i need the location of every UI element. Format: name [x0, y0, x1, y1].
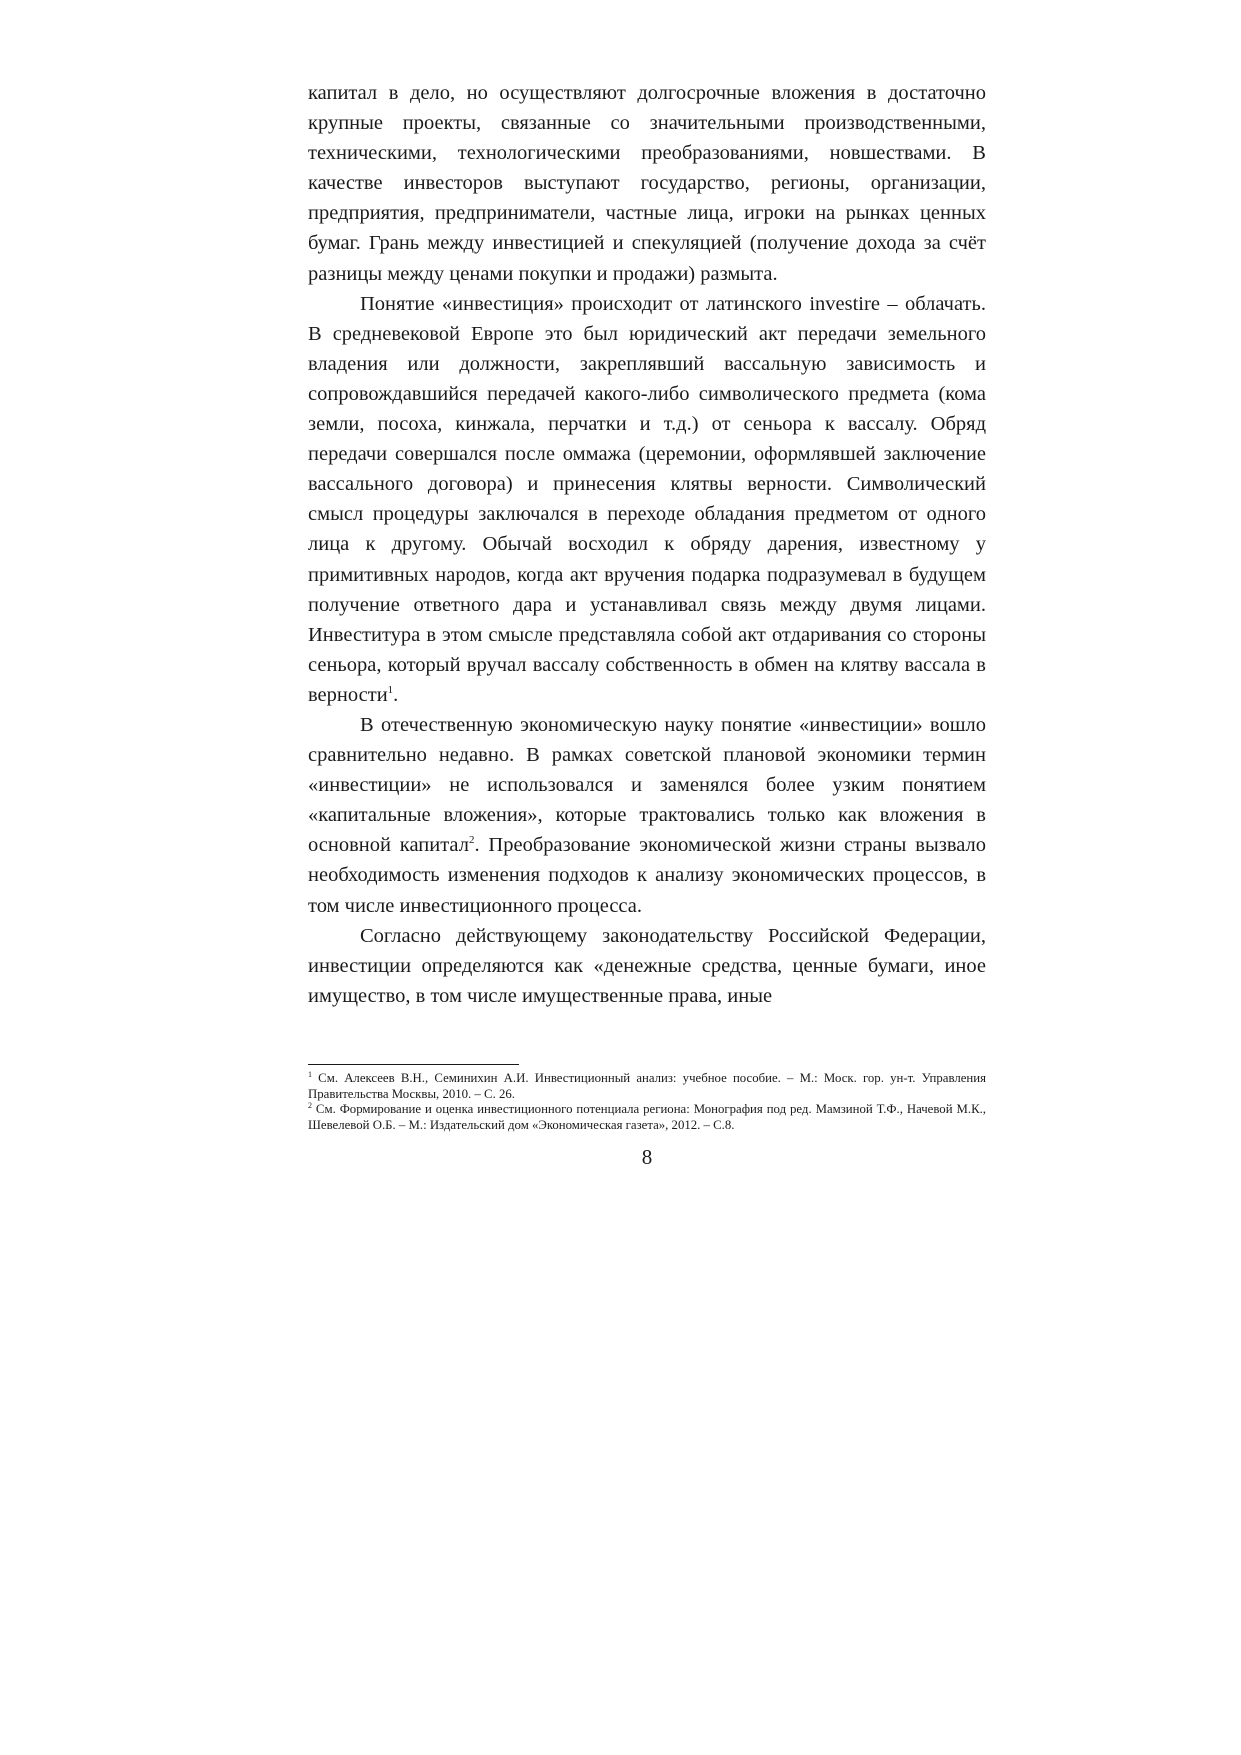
page-number: 8	[641, 1145, 653, 1169]
footnote-mark-1: 1	[308, 1070, 312, 1079]
footnote-text: См. Алексеев В.Н., Семинихин А.И. Инвестиционный анализ: учебное пособие. – М.: Моск. гор. ун-т. Управления Правительства Москвы, 2010. – С. 26.	[308, 1071, 986, 1101]
footnote-ref-2[interactable]: 2	[468, 834, 475, 847]
paragraph-domestic-science	[308, 710, 986, 921]
paragraph-legislation	[308, 921, 986, 1011]
footnote-mark-2: 2	[308, 1101, 312, 1111]
paragraph-text: В отечественную экономическую науку понятие «инвестиции» вошло сравнительно недавно. В рамках советской плановой экономики термин «инвестиции» не использовался и заменялся более узким понятием «капитальные вложения», которые трактовались только как вложения в основной капитал	[308, 713, 986, 857]
paragraph-text: Согласно действующему законодательству Российской Федерации, инвестиции определяются как «денежные средства, ценные бумаги, иное имущество, в том числе имущественные права, иные	[308, 924, 986, 1007]
footnotes	[308, 1071, 986, 1133]
paragraph-text-tail: . Преобразование экономической жизни страны вызвало необходимость изменения подходов к анализу экономических процессов, в том числе инвестиционного процесса.	[308, 834, 986, 917]
paragraph-text: Понятие «инвестиция» происходит от латинского investire – облачать. В средневековой Европе это был юридический акт передачи земельного владения или должности, закреплявший вассальную зависимость и сопровождавшийся передачей какого-либо символического предмета (кома земли, посоха, кинжала, перчатки и т.д.) от сеньора к вассалу. Обряд передачи совершался после оммажа (церемонии, оформлявшей заключение вассального договора) и принесения клятвы верности. Символический смысл процедуры заключался в переходе обладания предметом от одного лица к другому. Обычай восходил к обряду дарения, известному у примитивных народов, когда акт вручения подарка подразумевал в будущем получение ответного дара и устанавливал связь между двумя лицами. Инвеститура в этом смысле представляла собой акт отдаривания со стороны сеньора, который вручал вассалу собственность в обмен на клятву вассала в верности	[308, 292, 986, 706]
paragraph-text-tail: .	[393, 683, 399, 706]
paragraph-investment-etymology	[308, 289, 986, 710]
footnote-separator	[308, 1064, 519, 1065]
footnote-text: См. Формирование и оценка инвестиционного потенциала региона: Монография под ред. Мамзиной Т.Ф., Начевой М.К., Шевелевой О.Б. – М.: Издательский дом «Экономическая газета», 2012. – С.8.	[308, 1102, 986, 1132]
body-text	[308, 78, 986, 1011]
footnote-ref-1[interactable]: 1	[387, 683, 394, 696]
paragraph-text: капитал в дело, но осуществляют долгосрочные вложения в достаточно крупные проекты, связанные со значительными производственными, техническими, технологическими преобразованиями, новшествами. В качестве инвесторов выступают государство, регионы, организации, предприятия, предприниматели, частные лица, игроки на рынках ценных бумаг. Грань между инвестицией и спекуляцией (получение дохода за счёт разницы между ценами покупки и продажи) размыта.	[308, 82, 986, 285]
footnote-1	[308, 1071, 986, 1102]
paragraph-continuation	[308, 78, 986, 289]
footnote-2	[308, 1102, 986, 1133]
